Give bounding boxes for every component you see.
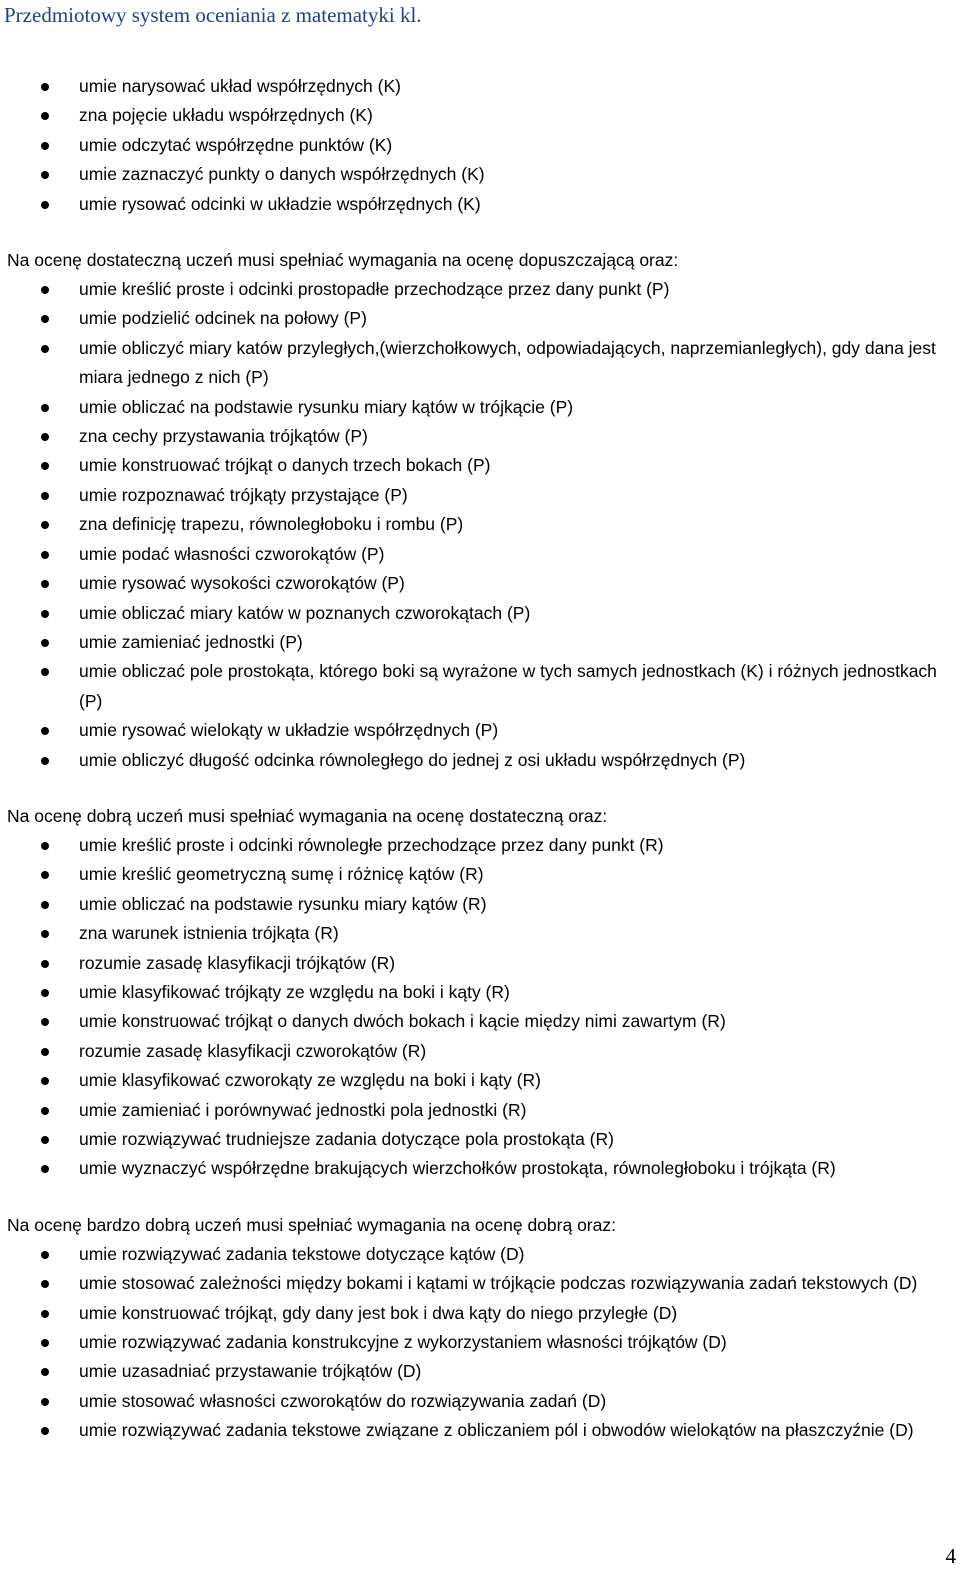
section-heading: Na ocenę dobrą uczeń musi spełniać wymagania na ocenę dostateczną oraz:	[7, 805, 608, 826]
list-item: umie obliczyć miary katów przyległych,(wierzchołkowych, odpowiadających, naprzemianległych), gdy dana jest miara jednego z nich (P)	[0, 334, 948, 393]
list-item: umie obliczać miary katów w poznanych czworokątach (P)	[0, 599, 948, 628]
list-item: umie wyznaczyć współrzędne brakujących wierzchołków prostokąta, równoległoboku i trójkąta (R)	[0, 1154, 948, 1183]
page-title: Przedmiotowy system oceniania z matematyki kl.	[4, 3, 422, 27]
list-item: umie obliczać na podstawie rysunku miary kątów (R)	[0, 890, 948, 919]
list-item: umie obliczać na podstawie rysunku miary kątów w trójkącie (P)	[0, 393, 948, 422]
section-heading: Na ocenę bardzo dobrą uczeń musi spełniać wymagania na ocenę dobrą oraz:	[7, 1214, 616, 1235]
list-item: umie zaznaczyć punkty o danych współrzędnych (K)	[0, 160, 948, 189]
list-item: umie rysować wysokości czworokątów (P)	[0, 569, 948, 598]
document-body	[0, 72, 948, 1446]
page-number: 4	[945, 1544, 956, 1568]
list-item: umie obliczać pole prostokąta, którego boki są wyrażone w tych samych jednostkach (K) i różnych jednostkach (P)	[0, 657, 948, 716]
list-item: umie zamieniać i porównywać jednostki pola jednostki (R)	[0, 1096, 948, 1125]
list-item: umie odczytać współrzędne punktów (K)	[0, 131, 948, 160]
list-item: umie uzasadniać przystawanie trójkątów (D)	[0, 1357, 948, 1386]
list-item: rozumie zasadę klasyfikacji czworokątów (R)	[0, 1037, 948, 1066]
list-item: umie zamieniać jednostki (P)	[0, 628, 948, 657]
list-item: umie rysować odcinki w układzie współrzędnych (K)	[0, 190, 948, 219]
list-item: umie stosować własności czworokątów do rozwiązywania zadań (D)	[0, 1387, 948, 1416]
section-heading: Na ocenę dostateczną uczeń musi spełniać wymagania na ocenę dopuszczającą oraz:	[7, 250, 679, 271]
section-spacer	[0, 775, 948, 802]
list-item: umie rozwiązywać zadania tekstowe związane z obliczaniem pól i obwodów wielokątów na płaszczyźnie (D)	[0, 1416, 948, 1445]
list-item: umie narysować układ współrzędnych (K)	[0, 72, 948, 101]
list-item: umie konstruować trójkąt, gdy dany jest bok i dwa kąty do niego przyległe (D)	[0, 1299, 948, 1328]
list-item: umie kreślić proste i odcinki prostopadłe przechodzące przez dany punkt (P)	[0, 275, 948, 304]
list-item: umie klasyfikować trójkąty ze względu na boki i kąty (R)	[0, 978, 948, 1007]
list-item: umie podzielić odcinek na połowy (P)	[0, 304, 948, 333]
requirements-list	[0, 72, 948, 219]
list-item: rozumie zasadę klasyfikacji trójkątów (R)	[0, 949, 948, 978]
list-item: umie kreślić geometryczną sumę i różnicę kątów (R)	[0, 860, 948, 889]
list-item: zna pojęcie układu współrzędnych (K)	[0, 101, 948, 130]
list-item: umie konstruować trójkąt o danych trzech bokach (P)	[0, 451, 948, 480]
section-dostateczna	[0, 246, 948, 775]
list-item: umie rozwiązywać zadania konstrukcyjne z wykorzystaniem własności trójkątów (D)	[0, 1328, 948, 1357]
section-spacer	[0, 219, 948, 246]
requirements-list	[0, 1240, 948, 1446]
list-item: umie rozwiązywać zadania tekstowe dotyczące kątów (D)	[0, 1240, 948, 1269]
requirements-list	[0, 275, 948, 775]
list-item: umie klasyfikować czworokąty ze względu na boki i kąty (R)	[0, 1066, 948, 1095]
list-item: umie kreślić proste i odcinki równoległe przechodzące przez dany punkt (R)	[0, 831, 948, 860]
section-dopuszczajaca	[0, 72, 948, 219]
list-item: umie rozpoznawać trójkąty przystające (P)	[0, 481, 948, 510]
list-item: umie stosować zależności między bokami i kątami w trójkącie podczas rozwiązywania zadań tekstowych (D)	[0, 1269, 948, 1298]
list-item: umie konstruować trójkąt o danych dwóch bokach i kącie między nimi zawartym (R)	[0, 1007, 948, 1036]
list-item: umie obliczyć długość odcinka równoległego do jednej z osi układu współrzędnych (P)	[0, 746, 948, 775]
requirements-list	[0, 831, 948, 1184]
section-dobra	[0, 802, 948, 1184]
list-item: umie rysować wielokąty w układzie współrzędnych (P)	[0, 716, 948, 745]
list-item: umie rozwiązywać trudniejsze zadania dotyczące pola prostokąta (R)	[0, 1125, 948, 1154]
section-spacer	[0, 1184, 948, 1211]
list-item: zna cechy przystawania trójkątów (P)	[0, 422, 948, 451]
list-item: umie podać własności czworokątów (P)	[0, 540, 948, 569]
list-item: zna warunek istnienia trójkąta (R)	[0, 919, 948, 948]
list-item: zna definicję trapezu, równoległoboku i rombu (P)	[0, 510, 948, 539]
section-bardzo-dobra	[0, 1211, 948, 1446]
